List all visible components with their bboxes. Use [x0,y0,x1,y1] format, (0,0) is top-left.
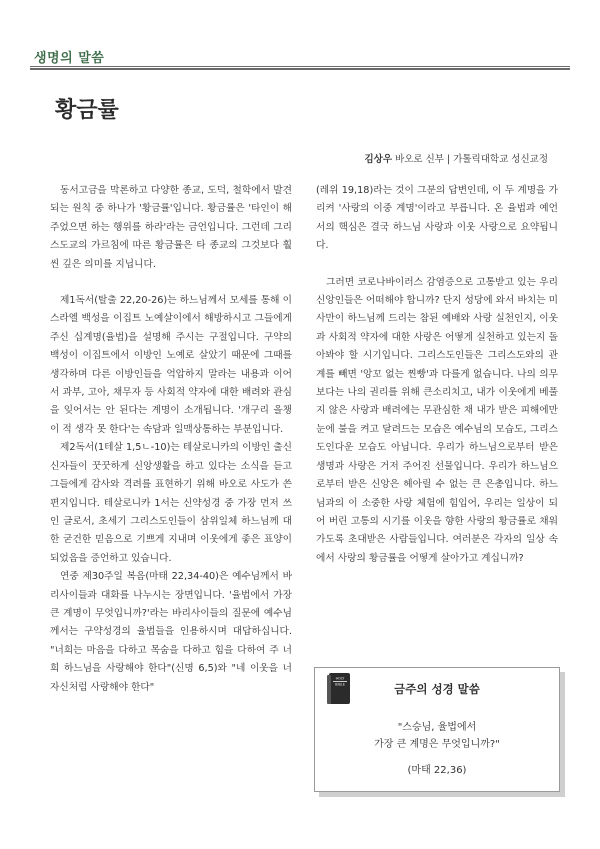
section-label: 생명의 말씀 [34,51,105,66]
page-title: 황금률 [55,97,119,123]
weekly-verse-box [314,667,560,792]
verse-text [315,719,559,753]
paragraph: (레위 19,18)라는 것이 그분의 답변인데, 이 두 계명을 가리켜 '사랑의 이중 계명'이라고 부릅니다. 온 율법과 예언서의 핵심은 결국 하느님 사랑과 이웃 사랑으로 요약됩니다. [316,185,558,252]
byline-separator: | [446,154,451,165]
verse-line-2: 가장 큰 계명은 무엇입니까?" [374,739,500,750]
section-rule-thick [30,68,570,70]
right-column [316,182,558,568]
verse-line-1: "스승님, 율법에서 [397,722,477,733]
paragraph: 그러면 코로나바이러스 감염증으로 고통받고 있는 우리 신앙인들은 어떠해야 합니까? 단지 성당에 와서 바치는 미사만이 하느님께 드리는 참된 예배와 사랑 실천인지, 이웃과 사회적 약자에 대한 사랑은 어떻게 실천하고 있는지 돌아봐야 할 시기입니다. 그리스도인들은 그리스도와의 관계를 빼면 '앙꼬 없는 찐빵'과 다를게 없습니다. 나의 의무보다는 나의 권리를 위해 큰소리치고, 내가 이웃에게 베풀지 않은 사랑과 배려에는 무관심한 채 내가 받은 피해에만 눈에 불을 켜고 달려드는 모습은 예수님의 모습도, 그리스도인다운 모습도 아닙니다. 우리가 하느님으로부터 받은 생명과 사랑은 거저 주어진 선물입니다. 우리가 하느님으로부터 받은 신앙은 헤아릴 수 없는 큰 은총입니다. 하느님과의 이 소중한 사랑 체험에 힘입어, 우리는 일상이 되어 버린 고통의 시기를 이웃을 향한 사랑의 황금률로 채워가도록 초대받은 사람들입니다. 여러분은 각자의 일상 속에서 사랑의 황금률을 어떻게 살아가고 계십니까? [316,276,558,564]
verse-heading: 금주의 성경 말씀 [394,682,480,696]
author-name: 김상우 [364,154,392,165]
svg-text:BIBLE: BIBLE [335,682,345,687]
left-column [50,182,292,697]
paragraph: 동서고금을 막론하고 다양한 종교, 도덕, 철학에서 발견되는 원칙 중 하나가 '황금률'입니다. 황금률은 '타인이 해주었으면 하는 행위를 하라'라는 금언입니다. 그런데 그리스도교의 가르침에 따른 황금률은 타 종교의 그것보다 훨씬 깊은 의미를 지닙니다. [50,185,292,270]
verse-reference: (마태 22,36) [407,765,467,776]
byline [364,151,548,165]
paragraph: 제1독서(탈출 22,20-26)는 하느님께서 모세를 통해 이스라엘 백성을 이집트 노예살이에서 해방하시고 그들에게 주신 십계명(율법)을 설명해 주시는 구절입니다. 구약의 백성이 이집트에서 이방인 노예로 살았기 때문에 그때를 생각하며 다른 이방인들을 억압하지 말라는 내용과 이어서 과부, 고아, 채무자 등 사회적 약자에 대한 배려와 관심을 잊어서는 안 된다는 계명이 소개됩니다. '개구리 올챙이 적 생각 못 한다'는 속담과 일맥상통하는 부분입니다. [50,295,292,435]
section-rule-thin [30,66,570,67]
paragraph: 연중 제30주일 복음(마태 22,34-40)은 예수님께서 바리사이들과 대화를 나누시는 장면입니다. '율법에서 가장 큰 계명이 무엇입니까?'라는 바리사이들의 질문에 예수님께서는 구약성경의 율법들을 인용하시며 대답하십니다. "너희는 마음을 다하고 목숨을 다하고 힘을 다하여 주 너희 하느님을 사랑해야 한다"(신명 6,5)와 "네 이웃을 너 자신처럼 사랑해야 한다" [50,571,292,693]
paragraph: 제2독서(1테살 1,5ㄴ-10)는 테살로니카의 이방인 출신 신자들이 꿋꿋하게 신앙생활을 하고 있다는 소식을 듣고 그들에게 감사와 격려를 표현하기 위해 바오로 사도가 쓴 편지입니다. 테살로니카 1서는 신약성경 중 가장 먼저 쓰인 글로서, 초세기 그리스도인들이 삼위일체 하느님께 대한 굳건한 믿음으로 기쁘게 지내며 이웃에게 좋은 표양이 되었음을 증언하고 있습니다. [50,442,292,564]
author-role: 바오로 신부 [395,154,444,165]
svg-text:HOLY: HOLY [335,676,345,681]
author-affiliation: 가톨릭대학교 성신교정 [453,154,548,165]
